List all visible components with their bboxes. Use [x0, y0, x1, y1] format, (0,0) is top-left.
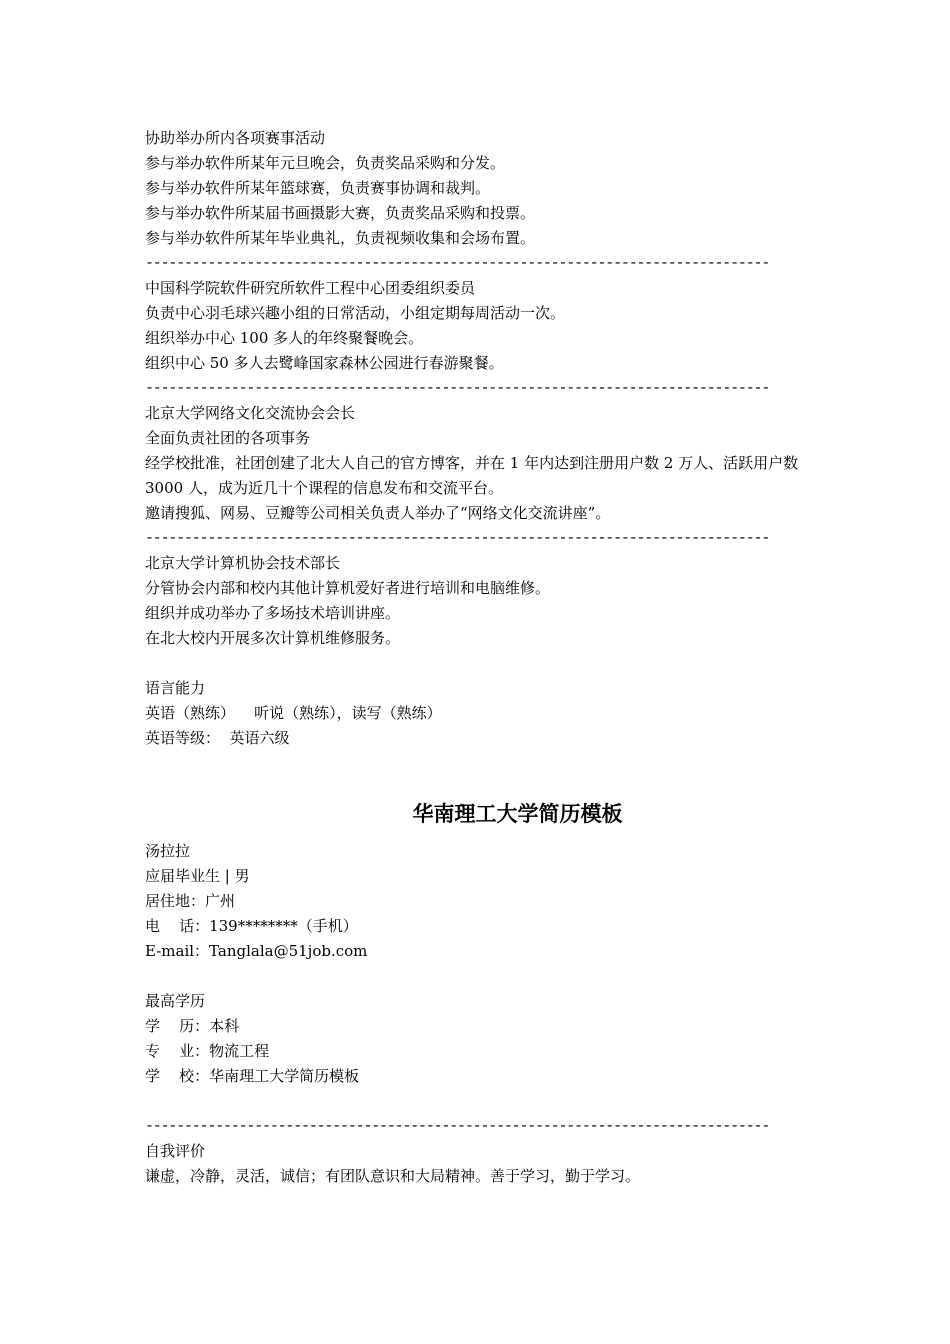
language-heading: 语言能力	[145, 679, 206, 697]
person-phone: 电 话：139********（手机）	[145, 917, 358, 935]
section-separator: --------------------------------------------------------------------------------	[145, 255, 770, 272]
person-email: E-mail：Tanglala@51job.com	[145, 942, 368, 960]
activity-title: 北京大学网络文化交流协会会长	[145, 404, 356, 422]
activity-item: 组织举办中心 100 多人的年终聚餐晚会。	[145, 329, 424, 347]
language-level: 英语等级： 英语六级	[145, 729, 290, 747]
self-eval-text: 谦虚，冷静，灵活，诚信；有团队意识和大局精神。善于学习，勤于学习。	[145, 1167, 641, 1185]
spacer	[145, 651, 825, 676]
education-heading: 最高学历	[145, 992, 206, 1010]
activity-item: 邀请搜狐、网易、豆瓣等公司相关负责人举办了“网络文化交流讲座”。	[145, 504, 611, 522]
education-major: 专 业：物流工程	[145, 1042, 270, 1060]
activity-item: 组织中心 50 多人去鹭峰国家森林公园进行春游聚餐。	[145, 354, 504, 372]
activity-item: 经学校批准，社团创建了北大人自己的官方博客，并在 1 年内达到注册用户数 2 万人、活跃用户数 3000 人，成为近几十个课程的信息发布和交流平台。	[145, 454, 799, 497]
person-status: 应届毕业生 | 男	[145, 867, 250, 885]
activity-item: 参与举办软件所某年元旦晚会，负责奖品采购和分发。	[145, 154, 506, 172]
activity-item: 参与举办软件所某年篮球赛，负责赛事协调和裁判。	[145, 179, 491, 197]
person-name: 汤拉拉	[145, 842, 191, 860]
activity-item: 组织并成功举办了多场技术培训讲座。	[145, 604, 401, 622]
activity-item: 全面负责社团的各项事务	[145, 429, 311, 447]
person-residence: 居住地：广州	[145, 892, 236, 910]
activity-item: 参与举办软件所某届书画摄影大赛，负责奖品采购和投票。	[145, 204, 536, 222]
education-degree: 学 历：本科	[145, 1017, 240, 1035]
resume-title-row	[145, 789, 890, 839]
activity-item: 在北大校内开展多次计算机维修服务。	[145, 629, 401, 647]
activity-title: 中国科学院软件研究所软件工程中心团委组织委员	[145, 279, 476, 297]
section-separator: --------------------------------------------------------------------------------	[145, 380, 770, 397]
activity-item: 分管协会内部和校内其他计算机爱好者进行培训和电脑维修。	[145, 579, 551, 597]
document-page	[145, 126, 825, 1189]
language-skills: 英语（熟练） 听说（熟练），读写（熟练）	[145, 704, 442, 722]
section-separator: --------------------------------------------------------------------------------	[145, 530, 770, 547]
self-eval-heading: 自我评价	[145, 1142, 206, 1160]
spacer	[145, 964, 825, 989]
activity-title: 北京大学计算机协会技术部长	[145, 554, 341, 572]
spacer	[145, 1089, 825, 1114]
activity-title: 协助举办所内各项赛事活动	[145, 129, 326, 147]
section-separator: --------------------------------------------------------------------------------	[145, 1118, 770, 1135]
education-school: 学 校：华南理工大学简历模板	[145, 1067, 360, 1085]
activity-item: 负责中心羽毛球兴趣小组的日常活动，小组定期每周活动一次。	[145, 304, 566, 322]
resume-title: 华南理工大学简历模板	[412, 801, 623, 826]
activity-item: 参与举办软件所某年毕业典礼，负责视频收集和会场布置。	[145, 229, 536, 247]
